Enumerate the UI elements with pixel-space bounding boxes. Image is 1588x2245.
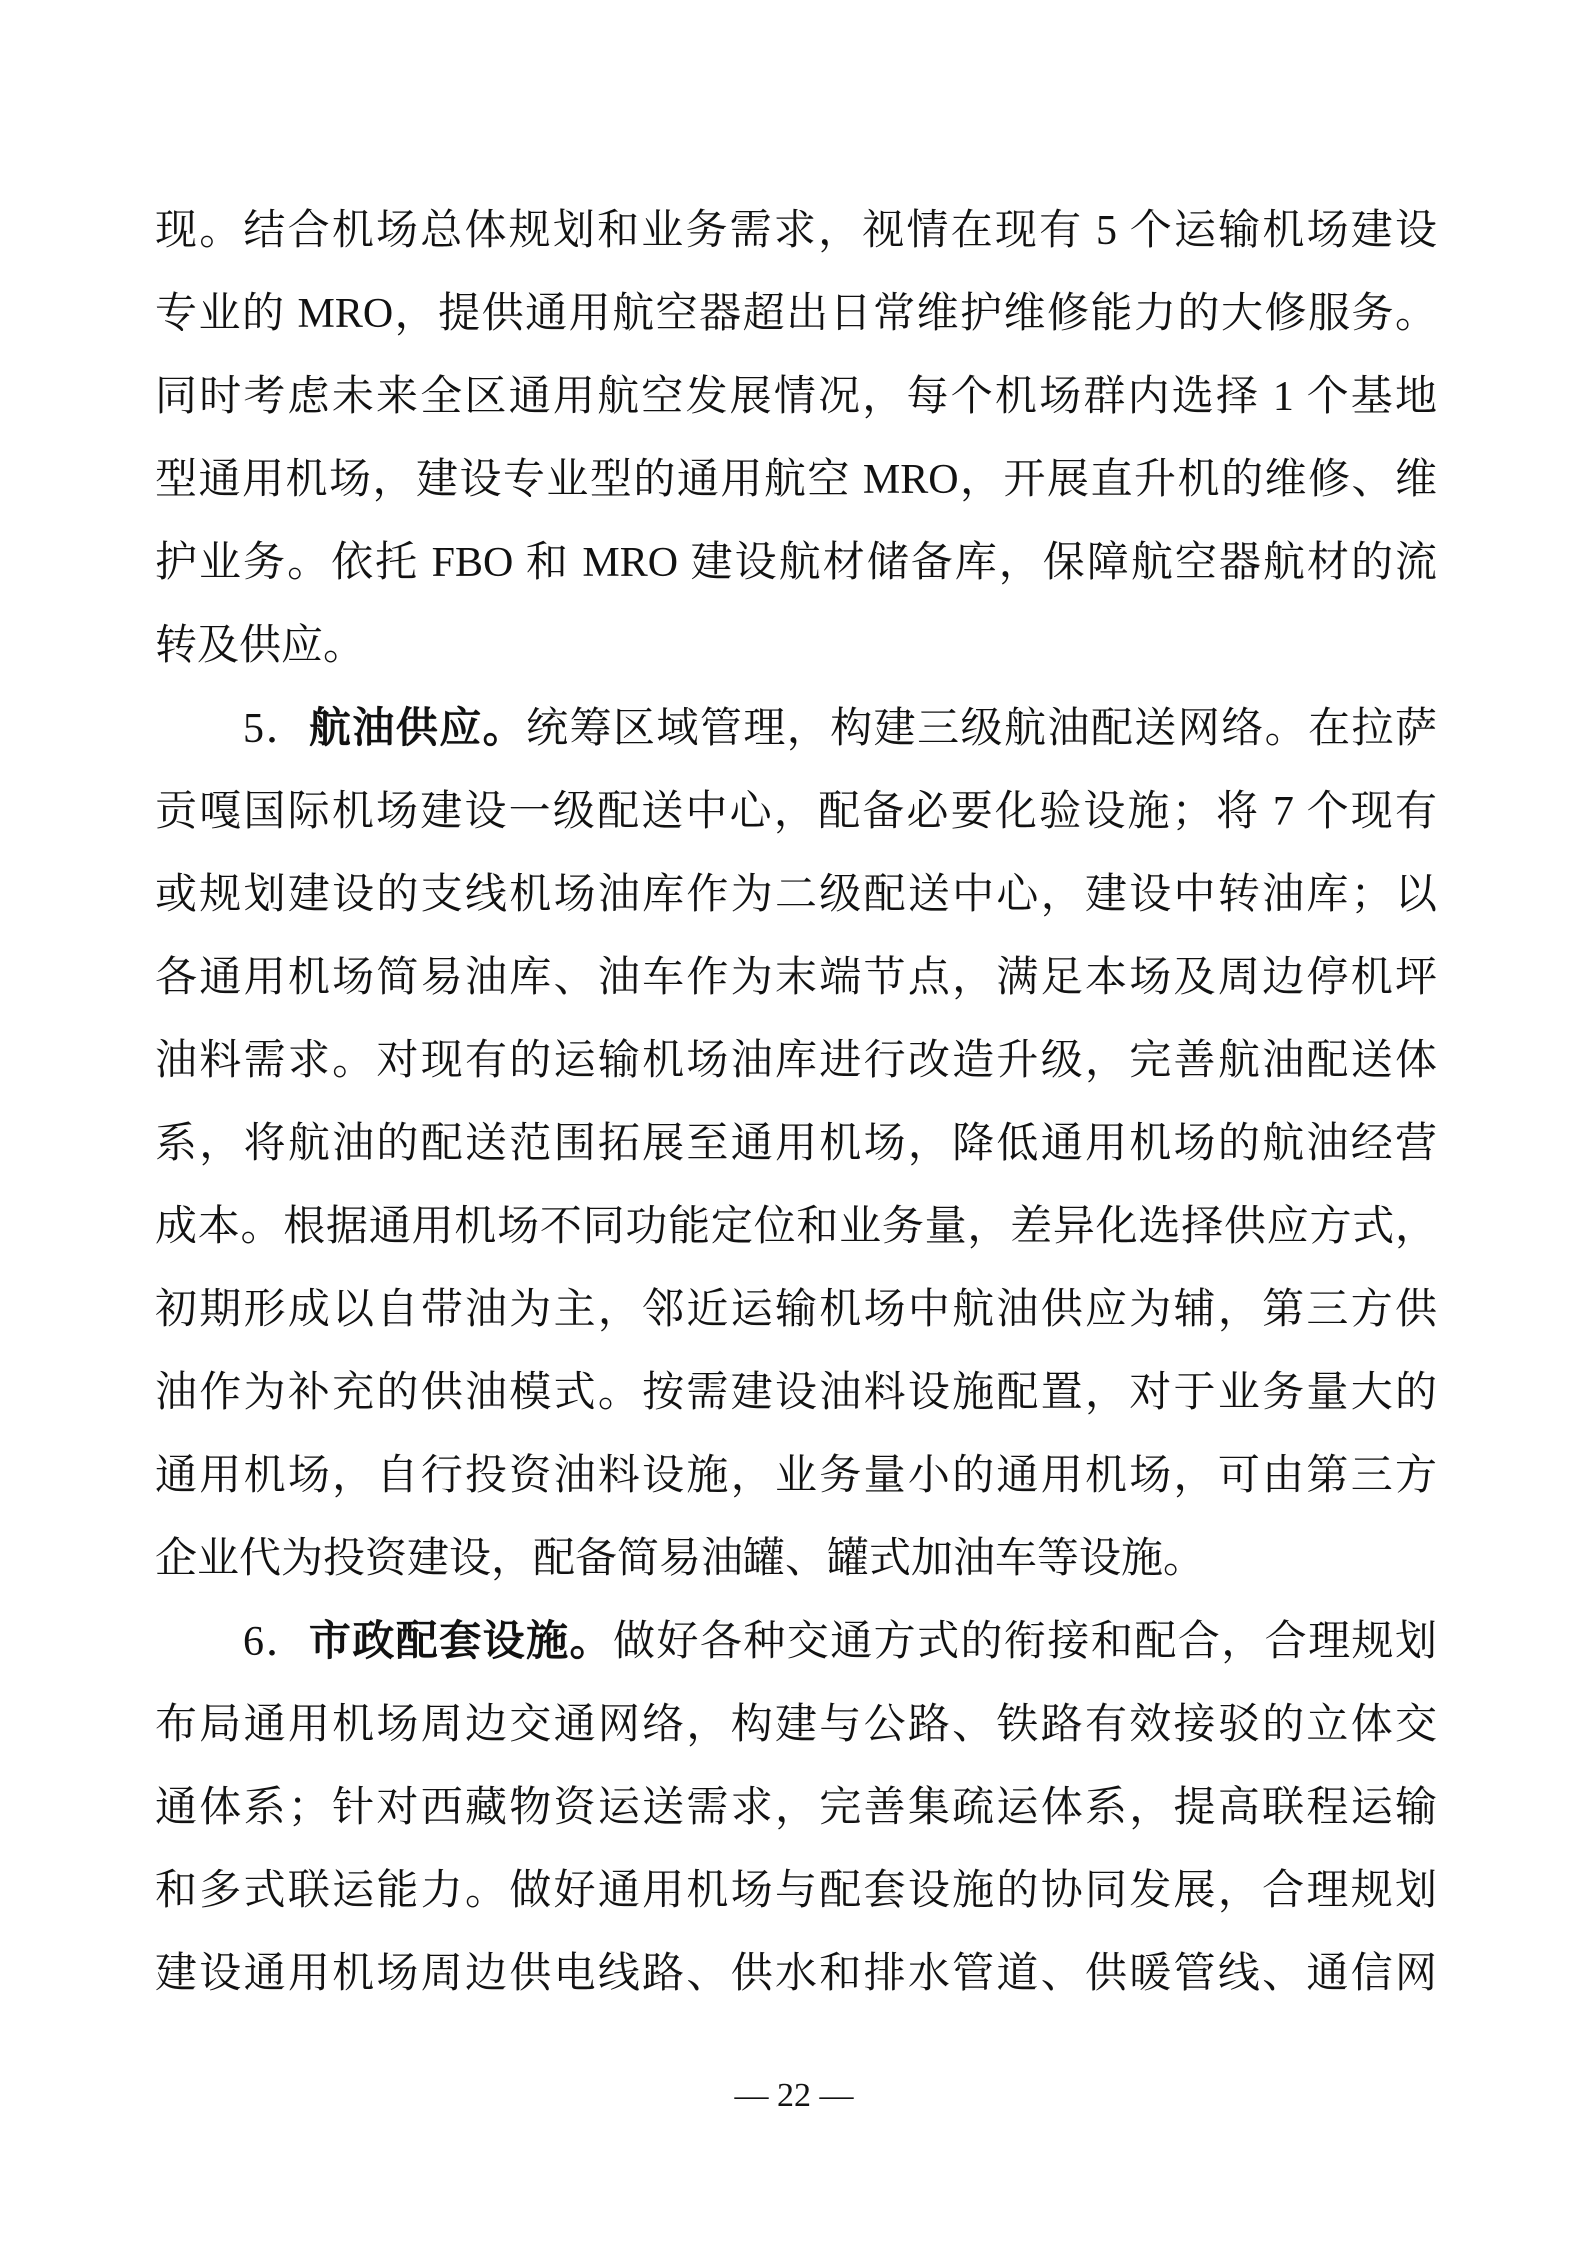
text-line	[155, 1352, 1437, 1435]
text-line	[155, 1020, 1437, 1103]
text-line	[155, 771, 1437, 854]
body-text	[155, 190, 1437, 2016]
text-run: 和多式联运能力。做好通用机场与配套设施的协同发展，合理规划	[155, 1868, 1437, 1914]
text-run: 油作为补充的供油模式。按需建设油料设施配置，对于业务量大的	[155, 1370, 1437, 1416]
text-run: 建设通用机场周边供电线路、供水和排水管道、供暖管线、通信网	[155, 1951, 1437, 1997]
text-run: 布局通用机场周边交通网络，构建与公路、铁路有效接驳的立体交	[155, 1702, 1437, 1748]
text-line	[155, 1103, 1437, 1186]
text-line	[155, 937, 1437, 1020]
heading-run: 市政配套设施。	[308, 1619, 613, 1665]
text-line	[155, 439, 1437, 522]
text-line	[155, 1435, 1437, 1518]
text-line	[155, 190, 1437, 273]
text-run: 同时考虑未来全区通用航空发展情况，每个机场群内选择 1 个基地	[155, 374, 1437, 420]
text-line	[155, 273, 1437, 356]
text-run: 5．	[243, 706, 309, 752]
text-run: 企业代为投资建设，配备简易油罐、罐式加油车等设施。	[155, 1536, 1206, 1582]
text-run: 现。结合机场总体规划和业务需求，视情在现有 5 个运输机场建设	[155, 208, 1437, 254]
text-run: 做好各种交通方式的衔接和配合，合理规划	[613, 1619, 1437, 1665]
text-line	[155, 1850, 1437, 1933]
text-run: 专业的 MRO，提供通用航空器超出日常维护维修能力的大修服务。	[155, 291, 1437, 337]
text-line	[155, 605, 1437, 688]
text-run: 或规划建设的支线机场油库作为二级配送中心，建设中转油库；以	[155, 872, 1437, 918]
text-line	[155, 1518, 1437, 1601]
text-line	[155, 1186, 1437, 1269]
text-line	[155, 522, 1437, 605]
text-run: 贡嘎国际机场建设一级配送中心，配备必要化验设施；将 7 个现有	[155, 789, 1437, 835]
text-run: 统筹区域管理，构建三级航油配送网络。在拉萨	[526, 706, 1437, 752]
text-run: 通用机场，自行投资油料设施，业务量小的通用机场，可由第三方	[155, 1453, 1437, 1499]
text-line	[155, 356, 1437, 439]
text-run: 护业务。依托 FBO 和 MRO 建设航材储备库，保障航空器航材的流	[155, 540, 1437, 586]
text-run: 转及供应。	[155, 623, 366, 669]
text-run: 6．	[243, 1619, 309, 1665]
text-line	[155, 688, 1437, 771]
text-run: 通体系；针对西藏物资运送需求，完善集疏运体系，提高联程运输	[155, 1785, 1437, 1831]
text-line	[155, 1684, 1437, 1767]
text-run: 初期形成以自带油为主，邻近运输机场中航油供应为辅，第三方供	[155, 1287, 1437, 1333]
text-run: 油料需求。对现有的运输机场油库进行改造升级，完善航油配送体	[155, 1038, 1437, 1084]
page-number: — 22 —	[734, 2077, 854, 2114]
text-line	[155, 1601, 1437, 1684]
text-run: 成本。根据通用机场不同功能定位和业务量，差异化选择供应方式，	[155, 1204, 1437, 1250]
heading-run: 航油供应。	[308, 706, 527, 752]
text-run: 各通用机场简易油库、油车作为末端节点，满足本场及周边停机坪	[155, 955, 1437, 1001]
text-line	[155, 854, 1437, 937]
text-line	[155, 1767, 1437, 1850]
text-line	[155, 1933, 1437, 2016]
text-run: 系，将航油的配送范围拓展至通用机场，降低通用机场的航油经营	[155, 1121, 1437, 1167]
text-line	[155, 1269, 1437, 1352]
text-run: 型通用机场，建设专业型的通用航空 MRO，开展直升机的维修、维	[155, 457, 1437, 503]
